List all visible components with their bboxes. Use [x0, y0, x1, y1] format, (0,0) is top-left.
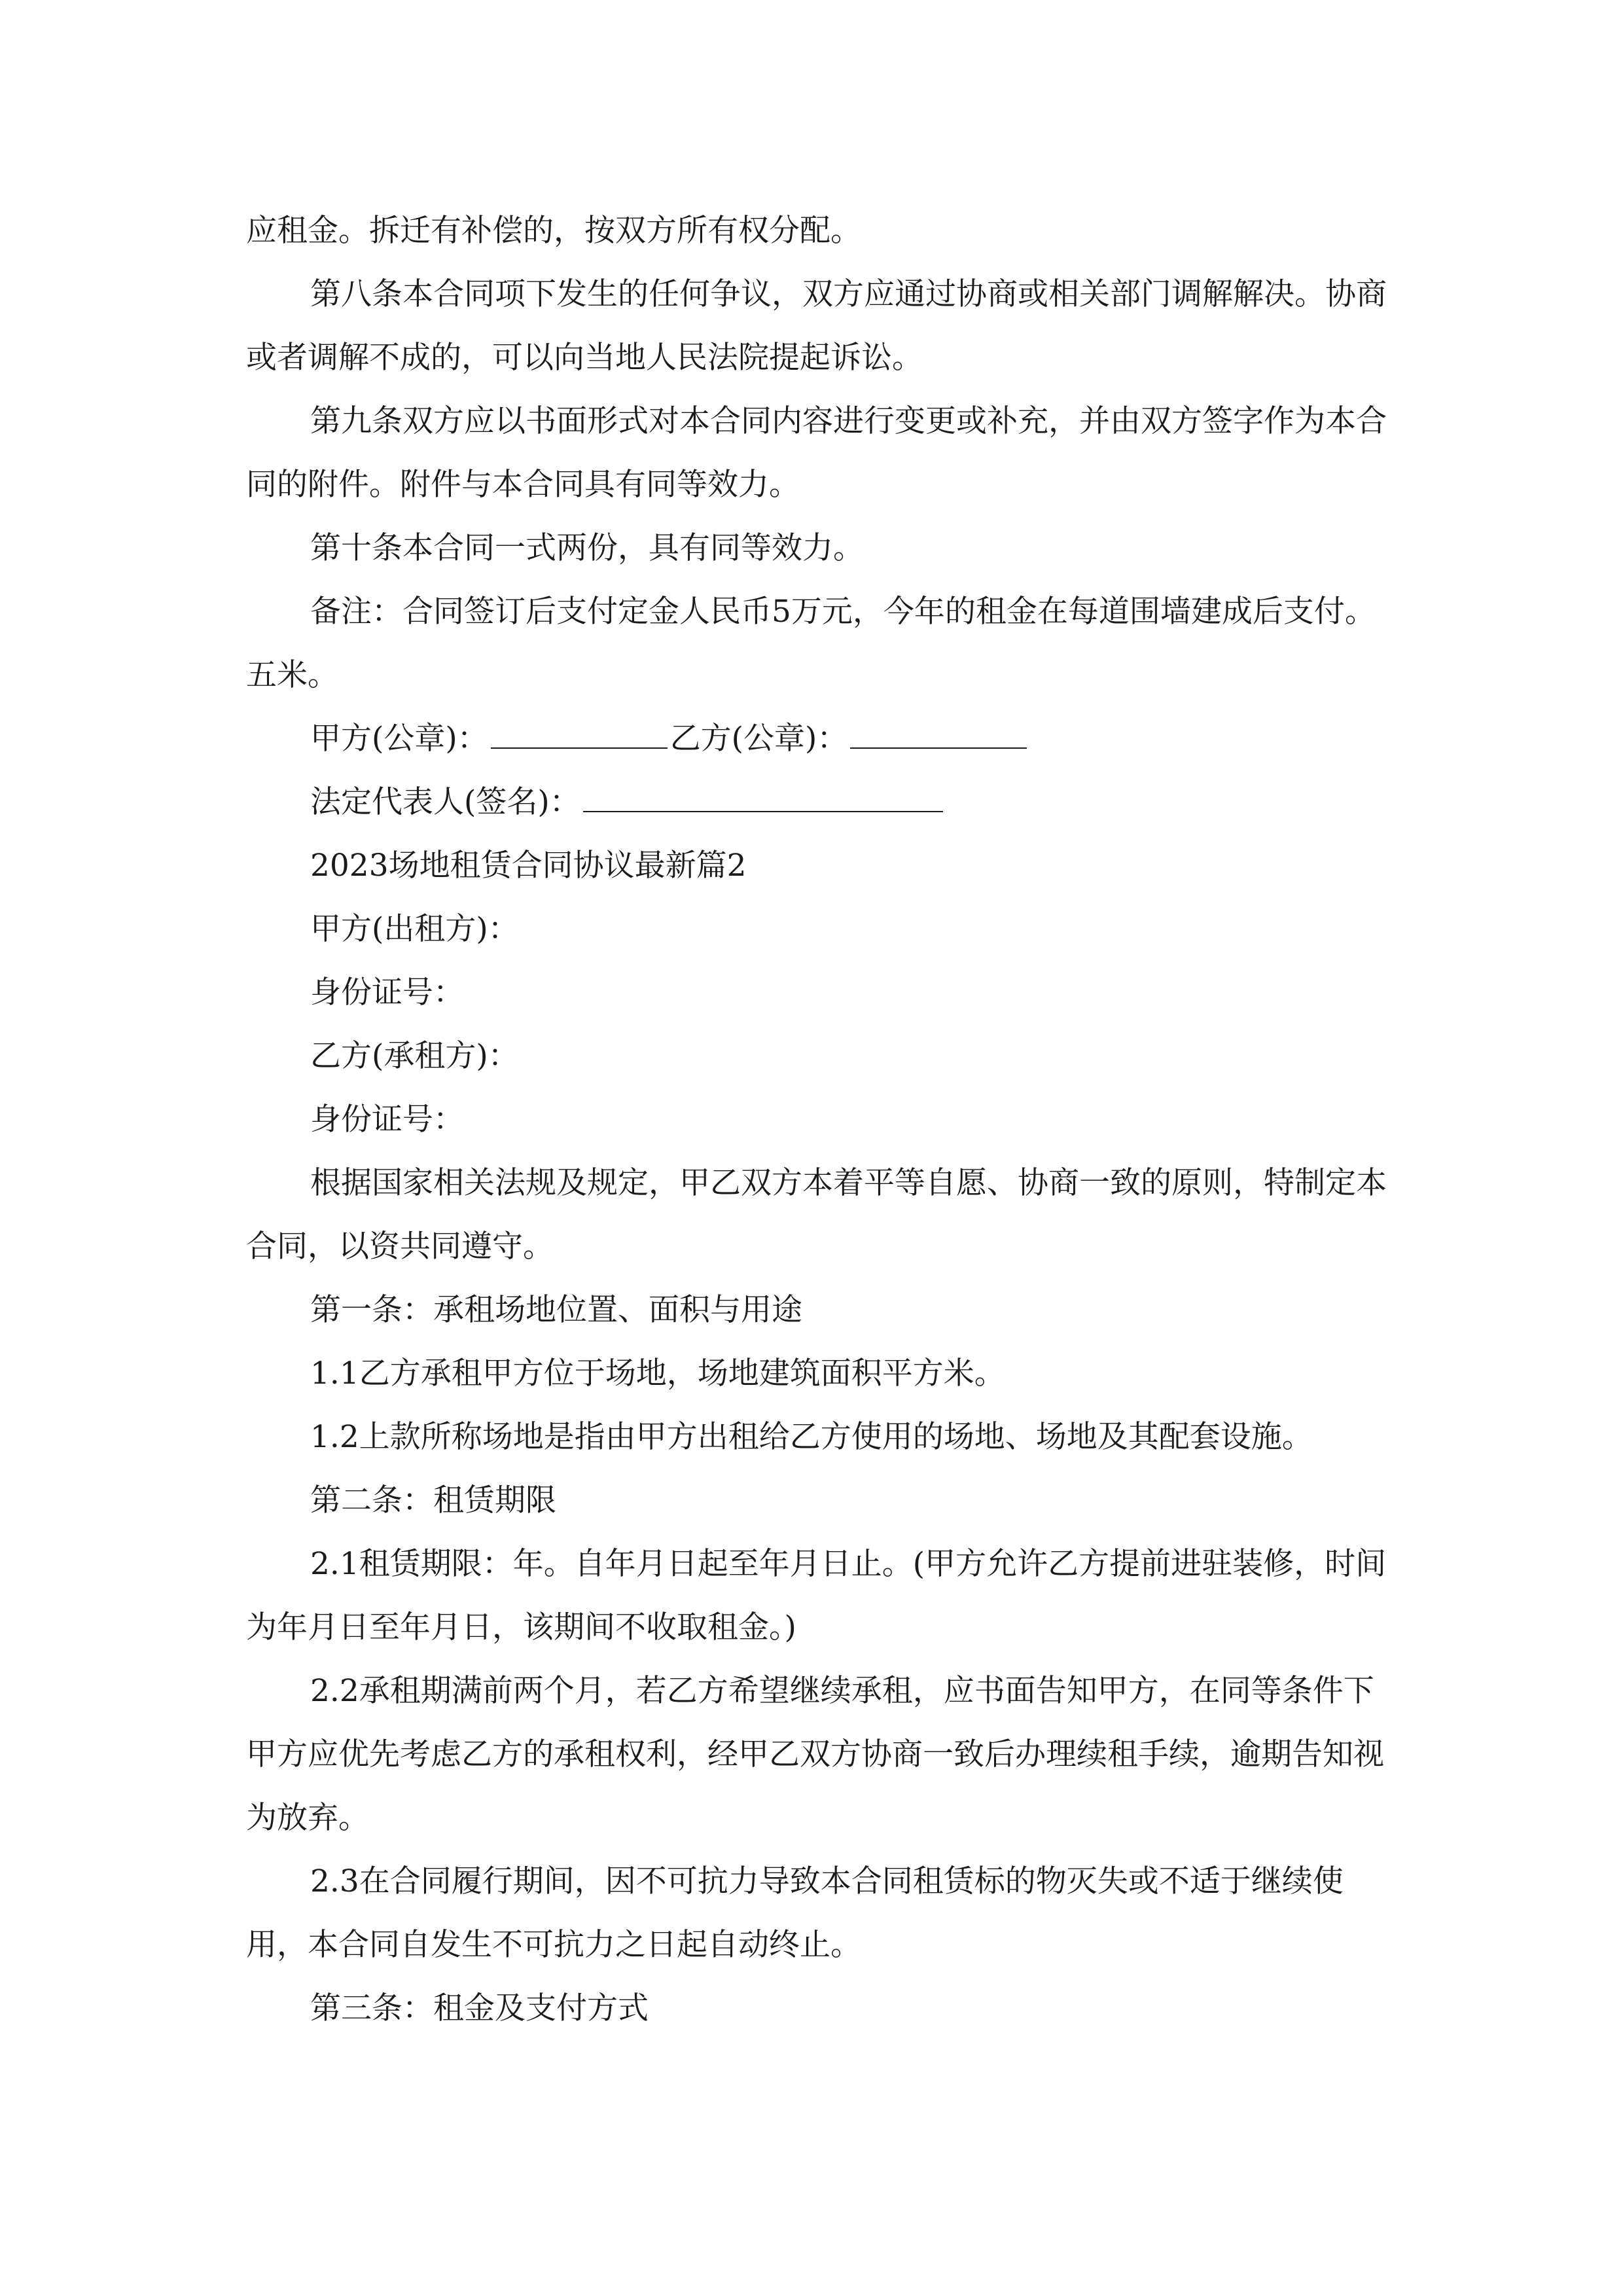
party-a-seal-label: 甲方(公章)：	[310, 721, 488, 757]
paragraph-preamble: 根据国家相关法规及规定，甲乙双方本着平等自愿、协商一致的原则，特制定本合同，以资共同遵守。	[246, 1165, 1387, 1265]
paragraph-rent-compensation: 应租金。拆迁有补偿的，按双方所有权分配。	[246, 213, 861, 249]
clause-2-2: 2.2承租期满前两个月，若乙方希望继续承租，应书面告知甲方，在同等条件下甲方应优先考虑乙方的承租权利，经甲乙双方协商一致后办理续租手续，逾期告知视为放弃。	[246, 1673, 1384, 1836]
clause-1-1: 1.1乙方承租甲方位于场地，场地建筑面积平方米。	[310, 1355, 1005, 1391]
party-b-seal-label: 乙方(公章)：	[669, 721, 848, 757]
signature-legal-rep-row	[246, 770, 1398, 834]
document-body	[246, 199, 1398, 2040]
article-3-heading: 第三条：租金及支付方式	[310, 1990, 649, 2026]
party-a-id-number: 身份证号：	[310, 975, 464, 1011]
clause-1-2: 1.2上款所称场地是指由甲方出租给乙方使用的场地、场地及其配套设施。	[310, 1419, 1313, 1455]
article-1-heading: 第一条：承租场地位置、面积与用途	[310, 1292, 802, 1328]
paragraph-remarks: 备注：合同签订后支付定金人民币5万元，今年的租金在每道围墙建成后支付。五米。	[246, 594, 1376, 693]
legal-rep-label: 法定代表人(签名)：	[310, 784, 580, 820]
clause-2-1: 2.1租赁期限：年。自年月日起至年月日止。(甲方允许乙方提前进驻装修，时间为年月日至年月日，该期间不收取租金。)	[246, 1546, 1387, 1645]
party-a-seal-line	[491, 719, 668, 749]
paragraph-article-9: 第九条双方应以书面形式对本合同内容进行变更或补充，并由双方签字作为本合同的附件。附件与本合同具有同等效力。	[246, 403, 1387, 503]
legal-rep-line	[583, 782, 943, 812]
party-a-lessor: 甲方(出租方)：	[310, 911, 519, 947]
signature-seal-row	[246, 707, 1398, 770]
section-heading: 2023场地租赁合同协议最新篇2	[310, 848, 747, 884]
article-2-heading: 第二条：租赁期限	[310, 1482, 556, 1518]
party-b-lessee: 乙方(承租方)：	[310, 1038, 519, 1074]
paragraph-article-10: 第十条本合同一式两份，具有同等效力。	[310, 530, 864, 566]
party-b-id-number: 身份证号：	[310, 1102, 464, 1138]
party-b-seal-line	[850, 719, 1027, 749]
clause-2-3: 2.3在合同履行期间，因不可抗力导致本合同租赁标的物灭失或不适于继续使用，本合同自发生不可抗力之日起自动终止。	[246, 1863, 1344, 1963]
paragraph-article-8: 第八条本合同项下发生的任何争议，双方应通过协商或相关部门调解解决。协商或者调解不成的，可以向当地人民法院提起诉讼。	[246, 276, 1387, 376]
